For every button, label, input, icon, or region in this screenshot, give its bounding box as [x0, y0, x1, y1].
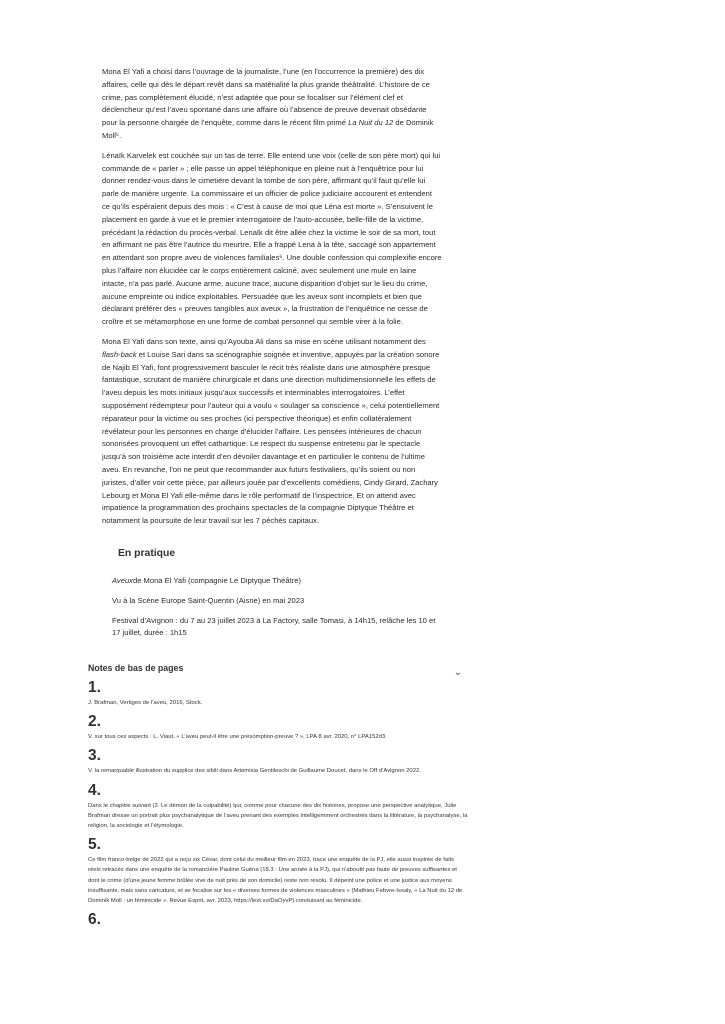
footnotes-section [88, 660, 468, 930]
footnote-number: 2. [88, 713, 101, 731]
paragraph-text: Mona El Yafi a choisi dans l’ouvrage de la journaliste, l’une (en l’occurrence la première) des dix affaires, celle qui dès le départ revêt dans sa matérialité la plus grande théâtralité. L’histoire de ce crime, pas complètement élucidé, n’est adaptée que pour se focaliser sur l’élément clef et déclencheur qu’est l’aveu spontané dans une affaire où l’absence de preuve devenait obsédante pour la personne chargée de l’enquête, comme dans le récent film primé [102, 67, 430, 128]
footnote-number: 1. [88, 679, 101, 696]
footnotes-header[interactable] [88, 660, 468, 676]
footnote-2 [88, 712, 468, 742]
footnote-text: V. sur tous ces aspects : L. Viaut, « L’aveu peut-il être une présomption-preuve ? », LPA 8 avr. 2020, n° LPA152d3. [88, 734, 387, 741]
article-paragraph-1 [102, 66, 442, 143]
footnote-number: 6. [88, 911, 101, 929]
emphasis-text: flash-back [102, 349, 137, 359]
footnote-4 [88, 781, 468, 832]
paragraph-text: Mona El Yafi dans son texte, ainsi qu’Ayouba Ali dans sa mise en scène utilisant notamment des [102, 336, 426, 346]
chevron-down-icon[interactable]: ⌄ [453, 666, 462, 678]
film-title: La Nuit du 12 [348, 118, 394, 128]
practical-line-1 [112, 575, 442, 588]
footnote-text: Ce film franco-belge de 2022 qui a reçu six César, dont celui du meilleur film en 2023, trace une enquête de la PJ, elle aussi inspirée de faits réels retracés dans une enquête de la romancière Pauline Guéna (18.3 : Une année à la PJ), qui n’aboutit pas faute de preuves suffisantes et dont le crime (d’une jeune femme brûlée vive de nuit près de son domicile) reste non résolu. Il dépeint une police et une justice aux moyens insuffisants, mais sans caricature, et se focalise sur les « diverses formes de violences masculines » (Mathieu Febvre-Issaly, « La Nuit du 12 de Dominik Moll : un féminicide ». Revue Esprit, avr. 2023, https://lext.so/DaOyvP) conduisant au féminicide. [88, 857, 463, 905]
practical-heading: En pratique [118, 548, 176, 559]
show-credits: de Mona El Yafi (compagnie Le Diptyque Théâtre) [132, 576, 301, 585]
footnote-number: 3. [88, 747, 101, 765]
article-paragraph-3 [102, 336, 442, 528]
practical-line-2: Vu à la Scène Europe Saint-Quentin (Aisne) en mai 2023 [112, 595, 305, 605]
practical-section [102, 548, 442, 647]
article-body [102, 66, 442, 535]
show-title: Aveux [112, 576, 133, 585]
article-paragraph-2: Lénaïk Karvelek est couchée sur un tas de terre. Elle entend une voix (celle de son père mort) qui lui commande de « parler » ; elle passe un appel téléphonique en pleine nuit à l’enquêtrice pour lui donner rendez-vous dans le cimetière devant la tombe de son père, affirmant qu’il faut qu’elle lui parle de manière urgente. La commissaire et un officier de police judiciaire accourent et entendent ce qu’ils espéraient depuis des mois : « C’est à cause de moi que Léna est morte ». S’ensuivent le placement en garde à vue et le premier interrogatoire de l’auto-accusée, belle-fille de la victime, précédant la rédaction du procès-verbal. Lenaïk dit être allée chez la victime le soir de sa mort, tout en affirmant ne pas être l’autrice du meurtre. Elle a frappé Lena à la tête, saccagé son appartement en attendant son propre aveu de violences familiales⁶. Une double confession qui complexifie encore plus l’affaire non élucidée car le corps entièrement calciné, avec seulement une mule en laine intacte, n’a pas parlé. Aucune arme, aucune trace, aucune disparition d’objet sur le lieu du crime, aucune empreinte ou indice exploitables. Persuadée que les aveux sont incomplets et bien que déclarant préférer des « preuves tangibles aux aveux », la frustration de l’enquêtrice ne cesse de croître et se métamorphose en une forme de combat personnel qui semble virer à la folie. [102, 150, 442, 327]
paragraph-text: et Louise Sari dans sa scénographie soignée et inventive, appuyés par la création sonore de Najib El Yafi, font progressivement basculer le récit très réaliste dans une atmosphère presque fantastique, scrutant de manière chirurgicale et dans une direction multidimensionnelle les effets de l’aveu depuis les mots initiaux jusqu’aux successifs et interminables interrogatoires. L’effet supposément rédempteur pour l’auteur qui a voulu « soulager sa conscience », celui potentiellement réparateur pour la victime ou ses proches (ici perspective théorique) et enfin collatéralement révélateur pour les personnes en charge d’élucider l’affaire. Les pensées intérieures de chacun sonorisées provoquent un effet cathartique. Le respect du suspense entretenu par le spectacle jusqu’à son troisième acte interdit d’en dévoiler davantage et en particulier le contenu de l’ultime aveu. En revanche, l’on ne peut que recommander aux futurs festivaliers, qu’ils soient ou non juristes, d’aller voir cette pièce, par ailleurs jouée par d’excellents comédiens, Cindy Girard, Zachary Lebourg et Mona El Yafi elle-même dans le rôle performatif de l’inspectrice. Et on attend avec impatience la programmation des prochains spectacles de la compagnie Diptyque Théâtre et notamment la poursuite de leur travail sur les 7 péchés capitaux. [102, 349, 440, 526]
footnote-text: Dans le chapitre suivant (2. Le démon de la culpabilité) qui, comme pour chacune des dix histoires, propose une perspective analytique, Julie Brafman dresse un portrait plus psychanalytique de l’aveu prenant des exemples intelligemment orchestrés dans la littérature, la psychanalyse, la religion, la sociologie et l’étymologie. [88, 802, 468, 830]
footnote-6 [88, 910, 468, 930]
footnotes-title: Notes de bas de pages [88, 663, 184, 673]
footnote-5 [88, 835, 468, 906]
footnote-text: V. la remarquable illustration du supplice des sibili dans Artemisia Gentileschi de Guillaume Doucet, dans le Off d’Avignon 2022. [88, 768, 421, 775]
footnote-text: J. Brafman, Vertiges de l’aveu, 2016, Stock. [88, 700, 203, 706]
footnote-1 [88, 678, 468, 708]
footnote-number: 5. [88, 836, 101, 854]
paragraph-text: de Dominik Moll⁵. [102, 118, 434, 140]
footnote-3 [88, 746, 468, 776]
practical-line-3: Festival d’Avignon : du 7 au 23 juillet 2023 à La Factory, salle Tomasi, à 14h15, relâche les 10 et 17 juillet, durée : 1h15 [112, 615, 436, 638]
footnote-number: 4. [88, 781, 101, 799]
